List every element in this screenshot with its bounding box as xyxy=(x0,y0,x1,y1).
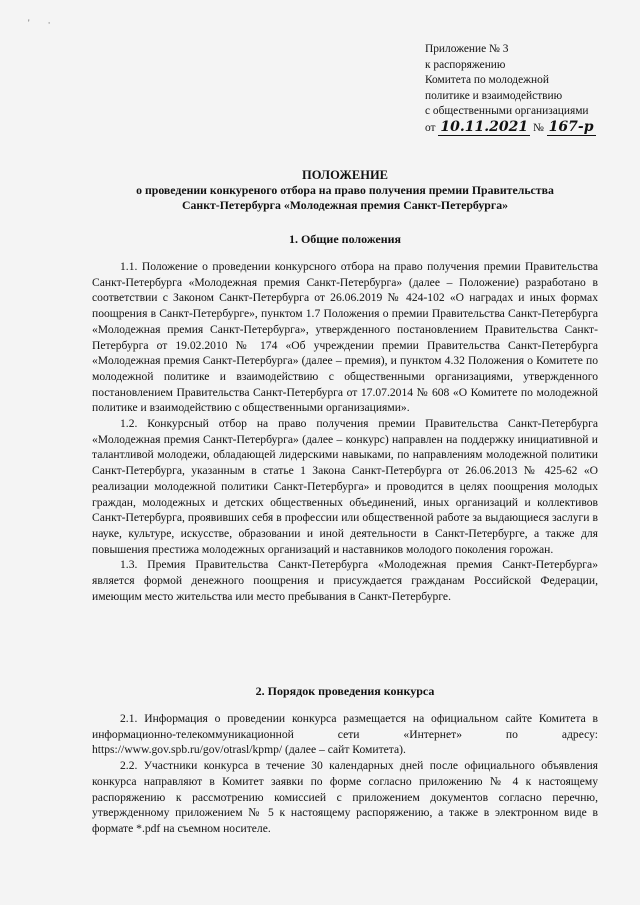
appendix-line-5: с общественными организациями xyxy=(425,105,589,117)
title-line-1: ПОЛОЖЕНИЕ xyxy=(301,168,389,182)
appendix-date-line xyxy=(425,120,625,137)
paragraph-2-1: 2.1. Информация о проведении конкурса размещается на официальном сайте Комитета в информационно-телекоммуникационной сети «Интернет» по адресу: https://www.gov.spb.ru/gov/otrasl/kpmp/ (далее – сайт Комитета). xyxy=(92,712,598,757)
title-line-3: Санкт-Петербурга «Молодежная премия Санкт-Петербурга» xyxy=(182,198,508,212)
paragraph-1-2: 1.2. Конкурсный отбор на право получения премии Правительства Санкт-Петербурга «Молодежная премия Санкт-Петербурга» (далее – конкурс) направлен на поддержку инициативной и талантливой молодежи, обладающей лидерскими навыками, по направлениям молодежной политики Санкт-Петербурга, указанным в статье 1 Закона Санкт-Петербурга от 26.06.2013 № 425-62 «О реализации молодежной политики Санкт-Петербурга» и проводится в целях поощрения молодых граждан, молодежных и детских общественных объединений, иных организаций и коллективов Санкт-Петербурга, проявивших себя в профессии или общественной работе за выдающиеся заслуги в науке, культуре, искусстве, образовании и иной деятельности в Санкт-Петербурге, а также для повышения престижа молодежных организаций и наставников молодого поколения горожан. xyxy=(92,417,598,556)
section-2-body xyxy=(92,711,598,837)
appendix-line-4: политике и взаимодействию xyxy=(425,89,563,102)
handwritten-date: 10.11.2021 xyxy=(440,118,529,135)
date-prefix: от xyxy=(425,121,436,134)
scan-specks: '· xyxy=(28,18,69,28)
handwritten-number: 167-р xyxy=(548,118,594,135)
appendix-header xyxy=(425,42,625,136)
section-2-heading: 2. Порядок проведения конкурса xyxy=(255,684,435,698)
title-line-2: о проведении конкуреного отбора на право получения премии Правительства xyxy=(136,183,554,197)
appendix-line-3: Комитета по молодежной xyxy=(425,74,549,86)
appendix-line-2: к распоряжению xyxy=(425,58,506,71)
number-prefix: № xyxy=(532,121,544,134)
section-1-heading: 1. Общие положения xyxy=(288,232,402,246)
paragraph-1-1: 1.1. Положение о проведении конкурсного отбора на право получения премии Правительства Санкт-Петербурга «Молодежная премия Санкт-Петербурга» (далее – Положение) разработано в соответствии с Законом Санкт-Петербурга от 26.06.2019 № 424-102 «О наградах и иных формах поощрения в Санкт-Петербурге», пунктом 1.7 Положения о премии Правительства Санкт-Петербурга «Молодежная премия Санкт-Петербурга», утвержденного постановлением Правительства Санкт-Петербурга от 19.02.2010 № 174 «Об учреждении премии Правительства Санкт-Петербурга «Молодежная премия Санкт-Петербурга» (далее – премия), и пунктом 4.32 Положения о Комитете по молодежной политике и взаимодействию с общественными организациями, утвержденного постановлением Правительства Санкт-Петербурга от 17.07.2014 № 608 «О Комитете по молодежной политике и взаимодействию с общественными организациями». xyxy=(92,260,598,415)
paragraph-1-3: 1.3. Премия Правительства Санкт-Петербурга «Молодежная премия Санкт-Петербурга» является формой денежного поощрения и присуждается гражданам Российской Федерации, имеющим место жительства или место пребывания в Санкт-Петербурге. xyxy=(92,558,598,603)
document-title xyxy=(60,168,630,213)
paragraph-2-2: 2.2. Участники конкурса в течение 30 календарных дней после официального объявления конкурса направляют в Комитет заявки по форме согласно приложению № 4 к настоящему распоряжению к рассмотрению комиссией с приложением документов согласно перечню, утвержденному приложением № 5 к настоящему распоряжению, а также в электронном виде в формате *.pdf на съемном носителе. xyxy=(92,759,598,835)
appendix-line-1: Приложение № 3 xyxy=(425,43,509,55)
section-1-body xyxy=(92,259,598,604)
